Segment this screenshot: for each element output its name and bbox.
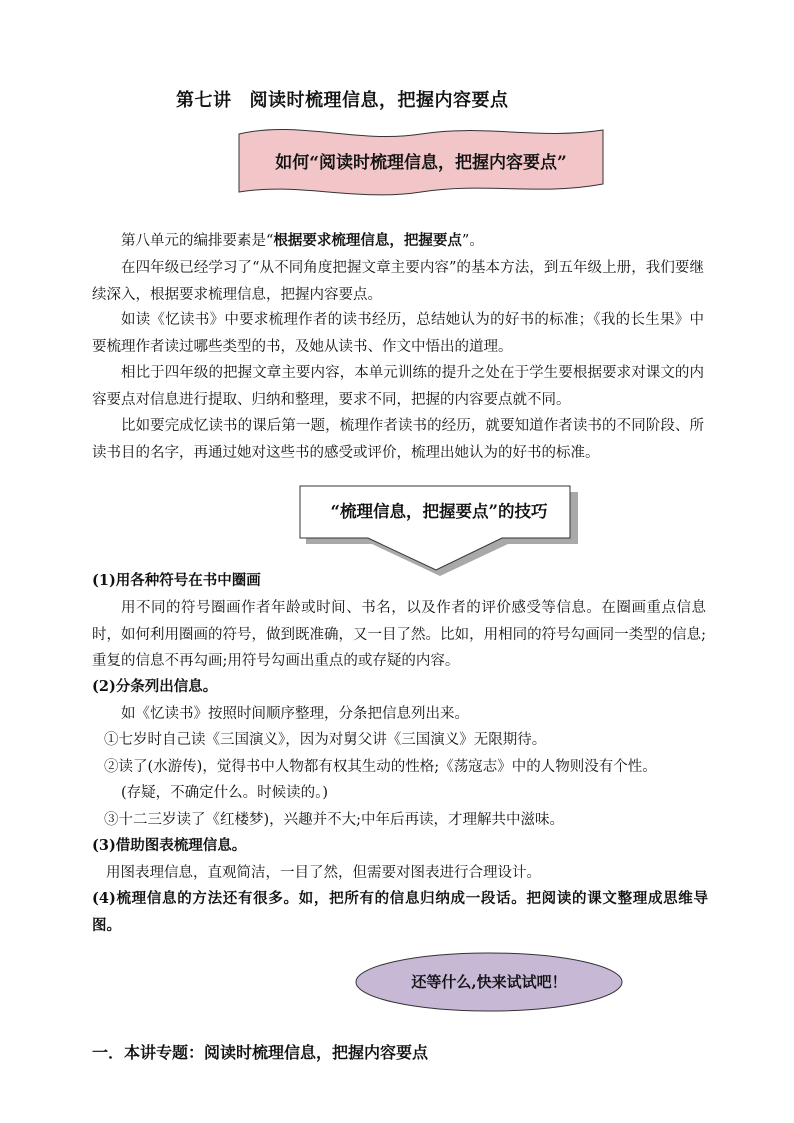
tips-callout — [298, 484, 578, 578]
intro-p1-suffix: ”。 — [461, 233, 484, 249]
section-2-item-1: ①七岁时自己读《三国演义》，因为对舅父讲《三国演义》无限期待。 — [104, 732, 547, 748]
section-2-item-3: ③十二三岁读了《红楼梦)，兴趣并不大;中年后再读，才理解共中滋味。 — [104, 812, 565, 828]
section-4-text: (4)梳理信息的方法还有很多。如，把所有的信息归纳成一段话。把阅读的课文整理成思维导图。 — [92, 890, 708, 934]
intro-paragraph-2: 在四年级已经学习了“从不同角度把握文章主要内容”的基本方法，到五年级上册，我们要继续深入，根据要求梳理信息，把握内容要点。 — [92, 260, 704, 303]
section-2-heading: (2)分条列出信息。 — [92, 678, 218, 695]
section-2-item-2-note: (存疑，不确定什么。时候读的。) — [121, 785, 329, 801]
banner-text: 如何“阅读时梳理信息，把握内容要点” — [275, 153, 567, 173]
intro-p1-bold: 根据要求梳理信息，把握要点 — [273, 232, 462, 249]
section-3-body: 用图表理信息，直观简洁，一目了然，但需要对图表进行合理设计。 — [106, 865, 541, 881]
tips-callout-text: “梳理信息，把握要点”的技巧 — [330, 502, 548, 521]
intro-paragraph-1 — [92, 228, 704, 255]
intro-paragraph-3: 如读《忆读书》中要求梳理作者的读书经历，总结她认为的好书的标准；《我的长生果》中要梳理作者读过哪些类型的书，及她从读书、作文中悟出的道理。 — [92, 312, 704, 355]
topic-banner — [238, 126, 604, 200]
section-1-heading: (1)用各种符号在书中圈画 — [92, 572, 261, 589]
page-title — [176, 86, 509, 112]
section-2-item-2: ②读了(水游传)，觉得书中人物都有权其生动的性格;《荡寇志》中的人物则没有个性。 — [104, 759, 657, 775]
section-2-intro: 如《忆读书》按照时间顺序整理，分条把信息列出来。 — [121, 706, 469, 722]
lecture-number: 第七讲 — [176, 90, 232, 111]
section-1-body: 用不同的符号圈画作者年龄或时间、书名，以及作者的评价感受等信息。在圈画重点信息时，如何利用圈画的符号，做到既准确，又一目了然。比如，用相同的符号勾画同一类型的信息;重复的信息不再勾画;用符号勾画出重点的或存疑的内容。 — [92, 600, 706, 669]
intro-paragraph-5: 比如要完成忆读书的课后第一题，梳理作者读书的经历，就要知道作者读书的不同阶段、所读书目的名字，再通过她对这些书的感受或评价，梳理出她认为的好书的标准。 — [92, 418, 704, 461]
section-3-heading: (3)借助图表梳理信息。 — [92, 837, 247, 854]
lecture-topic: 阅读时梳理信息，把握内容要点 — [249, 90, 509, 111]
intro-paragraph-4: 相比于四年级的把握文章主要内容，本单元训练的提升之处在于学生要根据要求对课文的内容要点对信息进行提取、归纳和整理，要求不同，把握的内容要点就不同。 — [92, 365, 704, 408]
try-it-callout — [354, 951, 624, 1013]
lecture-topic-heading: 一．本讲专题：阅读时梳理信息，把握内容要点 — [92, 1043, 429, 1062]
intro-p1-prefix: 第八单元的编排要素是“ — [121, 233, 274, 249]
try-it-text: 还等什么,快来试试吧！ — [411, 973, 567, 991]
